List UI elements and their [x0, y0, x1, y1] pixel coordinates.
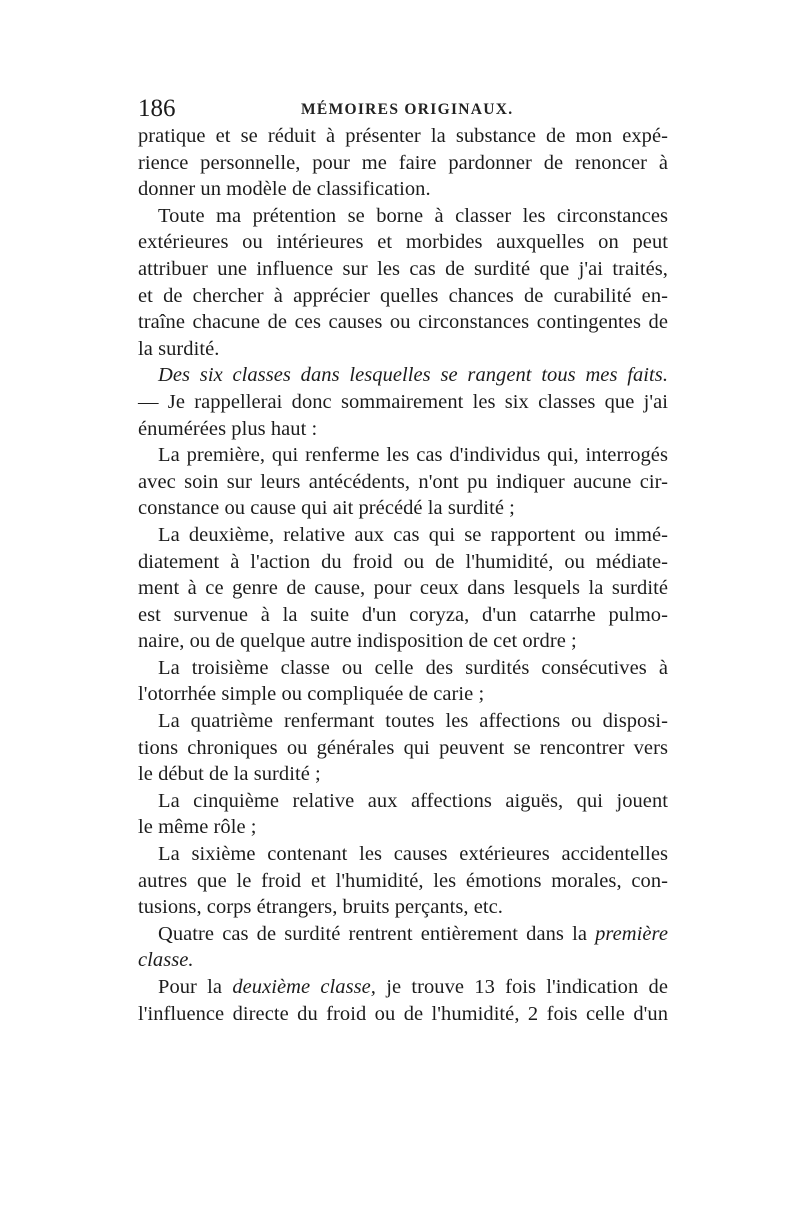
text-line: diatement à l'action du froid ou de l'humidité, ou médiate-: [138, 550, 668, 573]
text-line: rience personnelle, pour me faire pardonner de renoncer à: [138, 151, 668, 174]
text-line: est survenue à la suite d'un coryza, d'un catarrhe pulmo-: [138, 603, 668, 626]
text-line: l'otorrhée simple ou compliquée de carie ;: [138, 683, 485, 706]
italic-term: deuxième classe,: [232, 976, 376, 998]
text-line: La sixième contenant les causes extérieures accidentelles: [158, 843, 668, 866]
text-line: La troisième classe ou celle des surdités consécutives à: [158, 656, 668, 679]
text-line: la surdité.: [138, 337, 220, 360]
text-line: autres que le froid et l'humidité, les émotions morales, con-: [138, 869, 668, 892]
text-line: La première, qui renferme les cas d'individus qui, interrogés: [158, 444, 668, 467]
text-line: naire, ou de quelque autre indisposition de cet ordre ;: [138, 630, 577, 653]
text-segment: je trouve 13 fois l'indication de: [386, 976, 668, 998]
text-line: [138, 974, 668, 1001]
text-line: avec soin sur leurs antécédents, n'ont pu indiquer aucune cir-: [138, 470, 668, 493]
text-line: constance ou cause qui ait précédé la surdité ;: [138, 497, 515, 520]
text-line: classe.: [138, 949, 194, 972]
text-line: pratique et se réduit à présenter la substance de mon expé-: [138, 125, 668, 147]
text-segment: Pour la: [158, 976, 223, 998]
page-number: 186: [138, 95, 176, 122]
text-segment: Quatre cas de surdité rentrent entièrement dans la: [158, 922, 587, 945]
text-line: donner un modèle de classification.: [138, 178, 431, 201]
text-line: tions chroniques ou générales qui peuvent se rencontrer vers: [138, 736, 668, 759]
italic-term: première: [595, 922, 668, 945]
section-heading: Des six classes dans lesquelles se rangent tous mes faits.: [158, 364, 668, 387]
text-line: ment à ce genre de cause, pour ceux dans lesquels la surdité: [138, 577, 668, 600]
text-line: énumérées plus haut :: [138, 417, 318, 440]
text-line: le même rôle ;: [138, 816, 257, 839]
text-line: Toute ma prétention se borne à classer les circonstances: [158, 204, 668, 227]
text-line: le début de la surdité ;: [138, 763, 321, 786]
text-line: La quatrième renfermant toutes les affections ou disposi-: [158, 710, 668, 733]
text-line: attribuer une influence sur les cas de surdité que j'ai traités,: [138, 257, 668, 280]
text-line: La cinquième relative aux affections aiguës, qui jouent: [158, 789, 668, 812]
text-line: — Je rappellerai donc sommairement les six classes que j'ai: [138, 390, 668, 413]
text-line: l'influence directe du froid ou de l'humidité, 2 fois celle d'un: [138, 1002, 668, 1025]
text-line: extérieures ou intérieures et morbides auxquelles on peut: [138, 231, 668, 254]
text-line: et de chercher à apprécier quelles chances de curabilité en-: [138, 284, 668, 307]
running-head: [138, 94, 668, 124]
body-text: [138, 123, 668, 1027]
text-line: traîne chacune de ces causes ou circonstances contingentes de: [138, 311, 668, 334]
text-line: tusions, corps étrangers, bruits perçants, etc.: [138, 896, 503, 919]
text-line: La deuxième, relative aux cas qui se rapportent ou immé-: [158, 523, 668, 546]
text-line: [138, 921, 668, 948]
running-title: MÉMOIRES ORIGINAUX.: [301, 101, 514, 118]
